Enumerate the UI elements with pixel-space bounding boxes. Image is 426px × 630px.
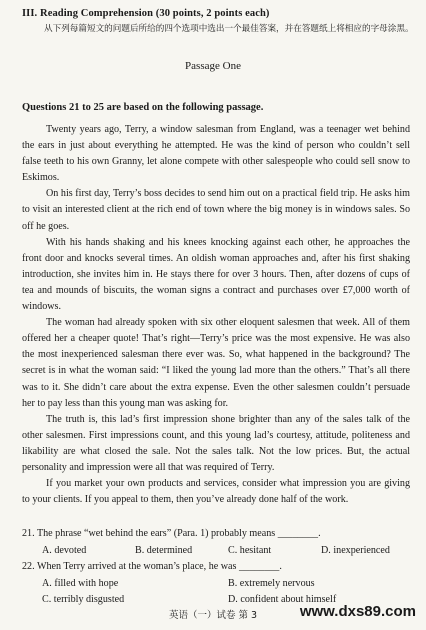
passage-body — [22, 122, 410, 508]
section-instruction: 从下列每篇短文的问题后所给的四个选项中选出一个最佳答案，并在答题纸上将相应的字母涂黑。 — [44, 24, 414, 34]
section-heading: III. Reading Comprehension (30 points, 2 points each) — [22, 8, 270, 19]
option-c: C. terribly disgusted — [42, 594, 125, 605]
questions-intro: Questions 21 to 25 are based on the following passage. — [22, 102, 264, 113]
paragraph-2: On his first day, Terry’s boss decides to send him out on a practical field trip. He asks him to visit an interested client at the rich end of town where the big money is in windows sales. So off he goes. — [22, 188, 410, 232]
question-22-stem: 22. When Terry arrived at the woman’s place, he was ________. — [22, 561, 282, 572]
option-b: B. determined — [135, 544, 193, 556]
paragraph-3: With his hands shaking and his knees knocking against each other, he approaches the front door and knocks several times. An oldish woman approaches and, after his first shaking introduction, she invites him in. He stays there for over 3 hours. Then, after dozens of cups of tea and mounds of biscuits, the woman signs a contract and purchases over £7,000 worth of windows. — [22, 236, 410, 313]
question-21-options — [22, 543, 414, 560]
option-a: A. filled with hope — [42, 577, 119, 589]
paragraph-4: The woman had already spoken with six other eloquent salesmen that week. All of them offered her a cheaper quote! That’s right—Terry’s price was the most expensive. He was also the most inexperienced salesman there ever was. So, what happened in the background? The secret is in what the woman said: “I liked the young lad more than the others.” That’s all there was to it. She didn’t care about the extra expense. Even the other salesmen couldn’t persuade her to pay less than this young man was asking for. — [22, 317, 410, 409]
option-c: C. hesitant — [228, 544, 272, 556]
option-d: D. confident about himself — [228, 594, 337, 605]
paragraph-6: If you market your own products and services, consider what impression you are giving to your clients. If you appeal to them, then you’ve already done half of the work. — [22, 478, 410, 506]
option-a: A. devoted — [42, 544, 87, 556]
page-footer: 英语（一）试卷 第 3 — [168, 610, 258, 621]
option-d: D. inexperienced — [321, 544, 390, 556]
question-21-stem: 21. The phrase “wet behind the ears” (Para. 1) probably means ________. — [22, 528, 321, 539]
question-list — [22, 526, 414, 609]
paragraph-5: The truth is, this lad’s first impression shone brighter than any of the sales talk of the other salesmen. First impressions count, and this young lad’s courtesy, attitude, politeness and likability are what closed the sale. Not the sales talk. Not the low prices. But, the actual personality and impression were all that was required of Terry. — [22, 413, 410, 473]
paragraph-1: Twenty years ago, Terry, a window salesman from England, was a teenager wet behind the ears in just about everything he attempted. He was the kind of person who couldn’t sell false teeth to his own Granny, let alone compete with other salespeople who could sell snow to Eskimos. — [22, 124, 410, 184]
watermark-url: www.dxs89.com — [299, 603, 416, 620]
option-b: B. extremely nervous — [228, 577, 315, 589]
passage-title: Passage One — [185, 60, 241, 72]
question-22-options-row1 — [22, 576, 414, 593]
